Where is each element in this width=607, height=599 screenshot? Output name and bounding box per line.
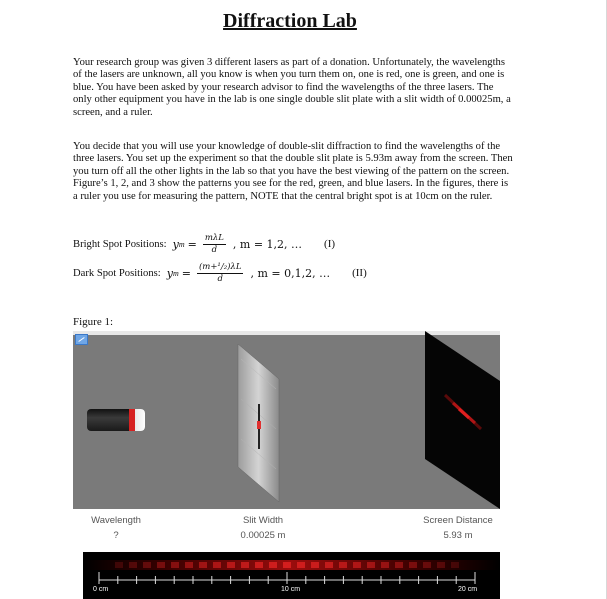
- ruler-label-20: 20 cm: [458, 586, 478, 593]
- simulation-readouts: [73, 509, 500, 547]
- dark-equation-tag: (II): [352, 267, 367, 279]
- fringe-spot: [171, 562, 179, 568]
- fringe-spot: [297, 562, 305, 568]
- fringe-spot: [129, 562, 137, 568]
- fringe-spot: [367, 562, 375, 568]
- fringe-spot: [283, 562, 291, 568]
- fringe-spot: [409, 562, 417, 568]
- fringe-spot: [395, 562, 403, 568]
- expand-icon[interactable]: [75, 334, 88, 345]
- dark-lhs-sub: m: [172, 268, 179, 278]
- figure-label: Figure 1:: [73, 316, 114, 328]
- bright-range: , m = 1,2, …: [232, 237, 303, 251]
- fringe-spot: [115, 562, 123, 568]
- fringe-spot: [451, 562, 459, 568]
- dark-denominator: d: [217, 274, 223, 284]
- ruler-ticks: [99, 572, 475, 584]
- dark-range: , m = 0,1,2, …: [250, 266, 331, 280]
- bright-denominator: d: [211, 245, 218, 255]
- bright-numerator: mλL: [204, 233, 224, 243]
- fringe-spot: [325, 562, 333, 568]
- dark-lhs: y: [166, 266, 173, 280]
- fringe-spot: [269, 562, 277, 568]
- screen-distance-readout: [418, 513, 498, 543]
- dark-equals: =: [181, 266, 191, 280]
- dark-fraction: [197, 262, 244, 284]
- fringe-spot: [339, 562, 347, 568]
- bright-equals: =: [187, 237, 197, 251]
- ruler-label-0: 0 cm: [93, 586, 109, 593]
- laser-aperture: [135, 409, 145, 431]
- screen-distance-label: Screen Distance: [423, 515, 493, 526]
- measurement-ruler: [83, 552, 500, 599]
- bright-spot-formula: [73, 233, 335, 255]
- fringe-spot: [381, 562, 389, 568]
- bright-fraction: [203, 233, 226, 255]
- wavelength-value: ?: [113, 530, 119, 541]
- fringe-spot: [255, 562, 263, 568]
- fringe-spot: [423, 562, 431, 568]
- slit-width-readout: [223, 513, 303, 543]
- fringe-spot: [213, 562, 221, 568]
- fringe-spot: [185, 562, 193, 568]
- screen-distance-value: 5.93 m: [443, 530, 473, 541]
- bright-equation-tag: (I): [324, 238, 336, 250]
- slit-width-value: 0.00025 m: [240, 530, 286, 541]
- fringe-spot: [143, 562, 151, 568]
- page-title: Diffraction Lab: [223, 10, 357, 32]
- fringe-spot: [199, 562, 207, 568]
- bright-lhs-sub: m: [178, 239, 185, 249]
- fringe-spot: [437, 562, 445, 568]
- wavelength-label: Wavelength: [91, 515, 141, 526]
- fringe-spot: [227, 562, 235, 568]
- dark-spot-label: Dark Spot Positions:: [73, 267, 161, 279]
- setup-paragraph: You decide that you will use your knowledge of double-slit diffraction to find the wavelengths of the three lasers. You set up the experiment so that the double slit plate is 5.93m away from the screen. Then you turn off all the other lights in the lab so that you have the best viewing of the pattern on the screen. Figure’s 1, 2, and 3 show the patterns you see for the red, green, and blue lasers. In the figures, there is a ruler you use for measuring the pattern, NOTE that the central bright spot is at 10cm on the ruler.: [73, 141, 513, 202]
- intro-paragraph: Your research group was given 3 different lasers as part of a donation. Unfortunately, the wavelengths of the lasers are unknown, all you know is when you turn them on, one is red, one is green, and one is blue. You have been asked by your research advisor to find the wavelengths of the three lasers. The only other equipment you have in the lab is one single double slit plate with a slit width of 0.00025m, a screen, and a ruler.: [73, 57, 511, 118]
- double-slit-plate[interactable]: [233, 339, 283, 504]
- diffraction-simulation[interactable]: [73, 331, 500, 509]
- wavelength-readout: [81, 513, 151, 543]
- fringe-spot: [241, 562, 249, 568]
- laser-device[interactable]: [87, 409, 145, 431]
- bright-lhs: y: [172, 237, 179, 251]
- fringe-spot: [157, 562, 165, 568]
- fringe-spot: [311, 562, 319, 568]
- viewing-screen: [423, 331, 500, 509]
- dark-numerator: (m+¹/₂)λL: [198, 262, 242, 272]
- ruler-label-10: 10 cm: [281, 586, 301, 593]
- dark-spot-formula: [73, 262, 367, 284]
- bright-spot-label: Bright Spot Positions:: [73, 238, 167, 250]
- slit-width-label: Slit Width: [242, 515, 284, 526]
- fringe-spot: [353, 562, 361, 568]
